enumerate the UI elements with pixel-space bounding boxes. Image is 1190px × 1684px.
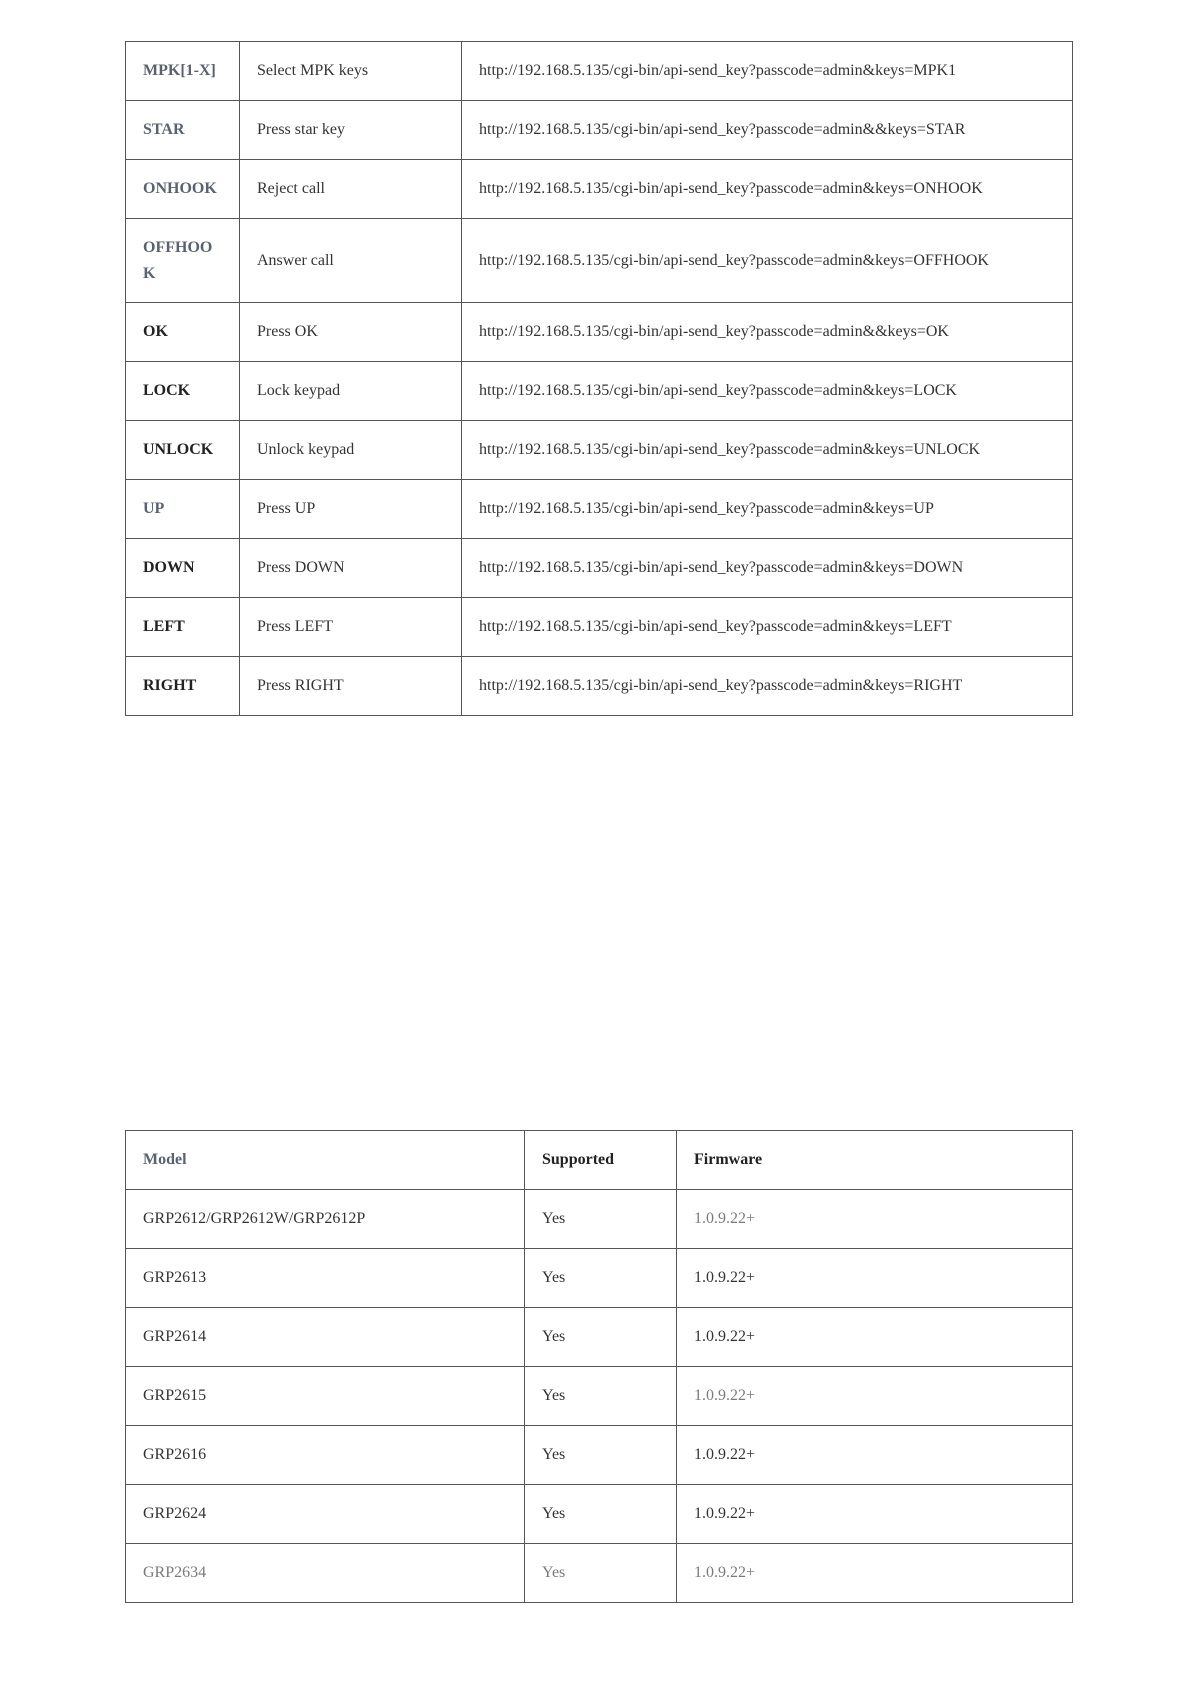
model-name: GRP2616	[126, 1426, 525, 1485]
key-action: Press OK	[240, 303, 462, 362]
table-row	[126, 1190, 1073, 1249]
key-name: OK	[126, 303, 240, 362]
table-row	[126, 1544, 1073, 1603]
model-supported: Yes	[525, 1485, 677, 1544]
key-url: http://192.168.5.135/cgi-bin/api-send_key?passcode=admin&keys=UP	[462, 480, 1073, 539]
key-action: Unlock keypad	[240, 421, 462, 480]
key-name: STAR	[126, 101, 240, 160]
key-url: http://192.168.5.135/cgi-bin/api-send_key?passcode=admin&keys=DOWN	[462, 539, 1073, 598]
key-action: Press LEFT	[240, 598, 462, 657]
table-row	[126, 1367, 1073, 1426]
key-url: http://192.168.5.135/cgi-bin/api-send_key?passcode=admin&keys=UNLOCK	[462, 421, 1073, 480]
header-firmware: Firmware	[677, 1131, 1073, 1190]
table-row	[126, 362, 1073, 421]
key-action: Press RIGHT	[240, 657, 462, 716]
table-row	[126, 421, 1073, 480]
key-name: OFFHOO K	[126, 219, 240, 303]
model-name: GRP2614	[126, 1308, 525, 1367]
key-url: http://192.168.5.135/cgi-bin/api-send_key?passcode=admin&keys=ONHOOK	[462, 160, 1073, 219]
model-name: GRP2624	[126, 1485, 525, 1544]
table-row	[126, 101, 1073, 160]
key-url: http://192.168.5.135/cgi-bin/api-send_key?passcode=admin&keys=RIGHT	[462, 657, 1073, 716]
table-row	[126, 1308, 1073, 1367]
model-name: GRP2613	[126, 1249, 525, 1308]
table-row	[126, 480, 1073, 539]
model-firmware: 1.0.9.22+	[677, 1485, 1073, 1544]
key-action: Press DOWN	[240, 539, 462, 598]
key-name: UNLOCK	[126, 421, 240, 480]
header-supported: Supported	[525, 1131, 677, 1190]
table-row	[126, 219, 1073, 303]
key-url: http://192.168.5.135/cgi-bin/api-send_key?passcode=admin&keys=OFFHOOK	[462, 219, 1073, 303]
model-supported: Yes	[525, 1426, 677, 1485]
key-name: ONHOOK	[126, 160, 240, 219]
table-row	[126, 1485, 1073, 1544]
model-firmware: 1.0.9.22+	[677, 1544, 1073, 1603]
model-supported: Yes	[525, 1190, 677, 1249]
key-name: LOCK	[126, 362, 240, 421]
key-action: Lock keypad	[240, 362, 462, 421]
model-name: GRP2612/GRP2612W/GRP2612P	[126, 1190, 525, 1249]
key-name: MPK[1-X]	[126, 42, 240, 101]
key-url: http://192.168.5.135/cgi-bin/api-send_key?passcode=admin&&keys=OK	[462, 303, 1073, 362]
table-row	[126, 160, 1073, 219]
table-row	[126, 539, 1073, 598]
model-name: GRP2615	[126, 1367, 525, 1426]
model-supported: Yes	[525, 1249, 677, 1308]
key-api-table	[125, 41, 1073, 716]
model-supported: Yes	[525, 1367, 677, 1426]
key-url: http://192.168.5.135/cgi-bin/api-send_key?passcode=admin&keys=LEFT	[462, 598, 1073, 657]
header-model: Model	[126, 1131, 525, 1190]
key-action: Answer call	[240, 219, 462, 303]
model-supported: Yes	[525, 1544, 677, 1603]
table-row	[126, 1249, 1073, 1308]
key-name: DOWN	[126, 539, 240, 598]
table-row	[126, 303, 1073, 362]
key-url: http://192.168.5.135/cgi-bin/api-send_key?passcode=admin&&keys=STAR	[462, 101, 1073, 160]
model-firmware: 1.0.9.22+	[677, 1426, 1073, 1485]
supported-models-table	[125, 1130, 1073, 1603]
table-header-row	[126, 1131, 1073, 1190]
model-firmware: 1.0.9.22+	[677, 1308, 1073, 1367]
model-supported: Yes	[525, 1308, 677, 1367]
key-action: Select MPK keys	[240, 42, 462, 101]
model-firmware: 1.0.9.22+	[677, 1249, 1073, 1308]
table-row	[126, 657, 1073, 716]
table-row	[126, 598, 1073, 657]
model-name: GRP2634	[126, 1544, 525, 1603]
key-action: Press star key	[240, 101, 462, 160]
key-name: LEFT	[126, 598, 240, 657]
model-firmware: 1.0.9.22+	[677, 1367, 1073, 1426]
key-action: Press UP	[240, 480, 462, 539]
key-action: Reject call	[240, 160, 462, 219]
table-row	[126, 42, 1073, 101]
key-name: UP	[126, 480, 240, 539]
key-name: RIGHT	[126, 657, 240, 716]
key-url: http://192.168.5.135/cgi-bin/api-send_key?passcode=admin&keys=LOCK	[462, 362, 1073, 421]
model-firmware: 1.0.9.22+	[677, 1190, 1073, 1249]
key-url: http://192.168.5.135/cgi-bin/api-send_key?passcode=admin&keys=MPK1	[462, 42, 1073, 101]
table-row	[126, 1426, 1073, 1485]
